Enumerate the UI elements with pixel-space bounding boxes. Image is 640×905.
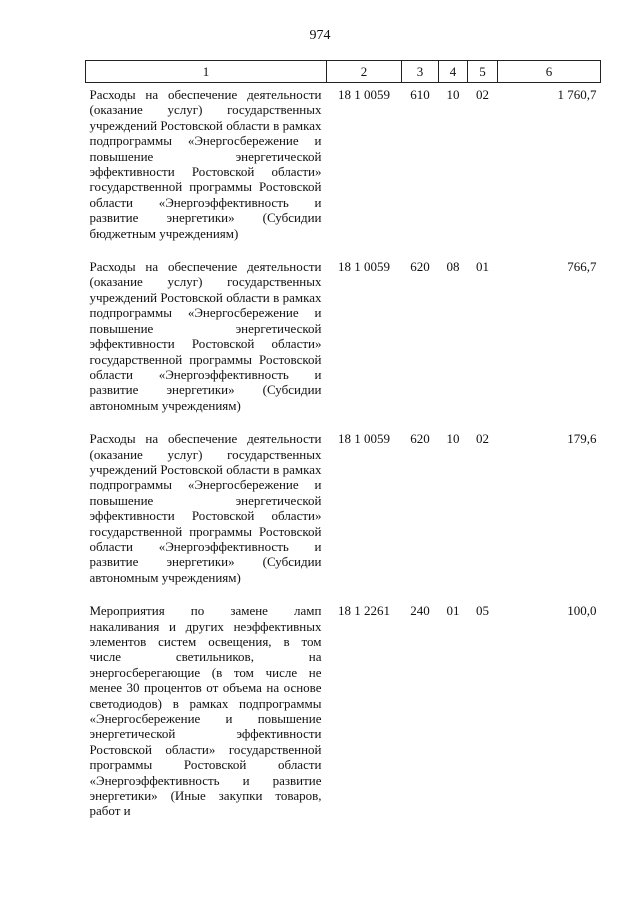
row-description: Мероприятия по замене ламп накаливания и других неэффективных элементов систем освещения, в том числе светильников, на энергосберегающие (в том числе не менее 30 процентов от объема на основе светодиодов) в рамках подпрограммы «Энергосбережение и повышение энергетической эффективности Ростовской области» государственной программы Ростовской области «Энергоэффективность и развитие энергетики» (Иные закупки товаров, работ и [89,603,322,819]
row-amount: 766,7 [567,259,597,275]
page-number: 974 [309,28,331,43]
table-row [86,83,601,256]
table-row [86,427,601,599]
table-header-row [86,61,601,83]
row-expense-type: 620 [410,259,430,275]
row-description: Расходы на обеспечение деятельности (оказание услуг) государственных учреждений Ростовской области в рамках подпрограммы «Энергосбережение и повышение энергетической эффективности Ростовской области» государственной программы Ростовской области «Энергоэффективность и развитие энергетики» (Субсидии автономным учреждениям) [89,259,322,413]
row-target-code: 18 1 0059 [338,431,390,447]
row-subsection: 02 [476,87,489,102]
row-section: 01 [446,603,460,619]
row-subsection: 01 [476,259,489,275]
row-amount: 1 760,7 [557,87,597,102]
table-row [86,599,601,833]
row-target-code: 18 1 2261 [338,603,390,619]
row-section: 10 [446,87,460,102]
row-target-code: 18 1 0059 [338,87,390,102]
budget-table [85,60,601,833]
row-section: 08 [446,259,460,275]
column-header-expense-type: 3 [402,61,439,83]
row-expense-type: 610 [410,87,430,102]
column-header-target-code: 2 [327,61,402,83]
row-expense-type: 240 [410,603,430,619]
row-amount: 179,6 [567,431,597,447]
column-header-amount: 6 [498,61,601,83]
row-subsection: 02 [476,431,489,447]
row-amount: 100,0 [567,603,597,619]
column-header-subsection: 5 [468,61,498,83]
column-header-section: 4 [439,61,468,83]
row-description: Расходы на обеспечение деятельности (оказание услуг) государственных учреждений Ростовской области в рамках подпрограммы «Энергосбережение и повышение энергетической эффективности Ростовской области» государственной программы Ростовской области «Энергоэффективность и развитие энергетики» (Субсидии автономным учреждениям) [89,431,322,585]
table-row [86,255,601,427]
row-description: Расходы на обеспечение деятельности (оказание услуг) государственных учреждений Ростовской области в рамках подпрограммы «Энергосбережение и повышение энергетической эффективности Ростовской области» государственной программы Ростовской области «Энергоэффективность и развитие энергетики» (Субсидии бюджетным учреждениям) [89,87,322,241]
row-target-code: 18 1 0059 [338,259,390,275]
row-expense-type: 620 [410,431,430,447]
column-header-description: 1 [86,61,327,83]
row-section: 10 [446,431,460,447]
row-subsection: 05 [476,603,489,619]
